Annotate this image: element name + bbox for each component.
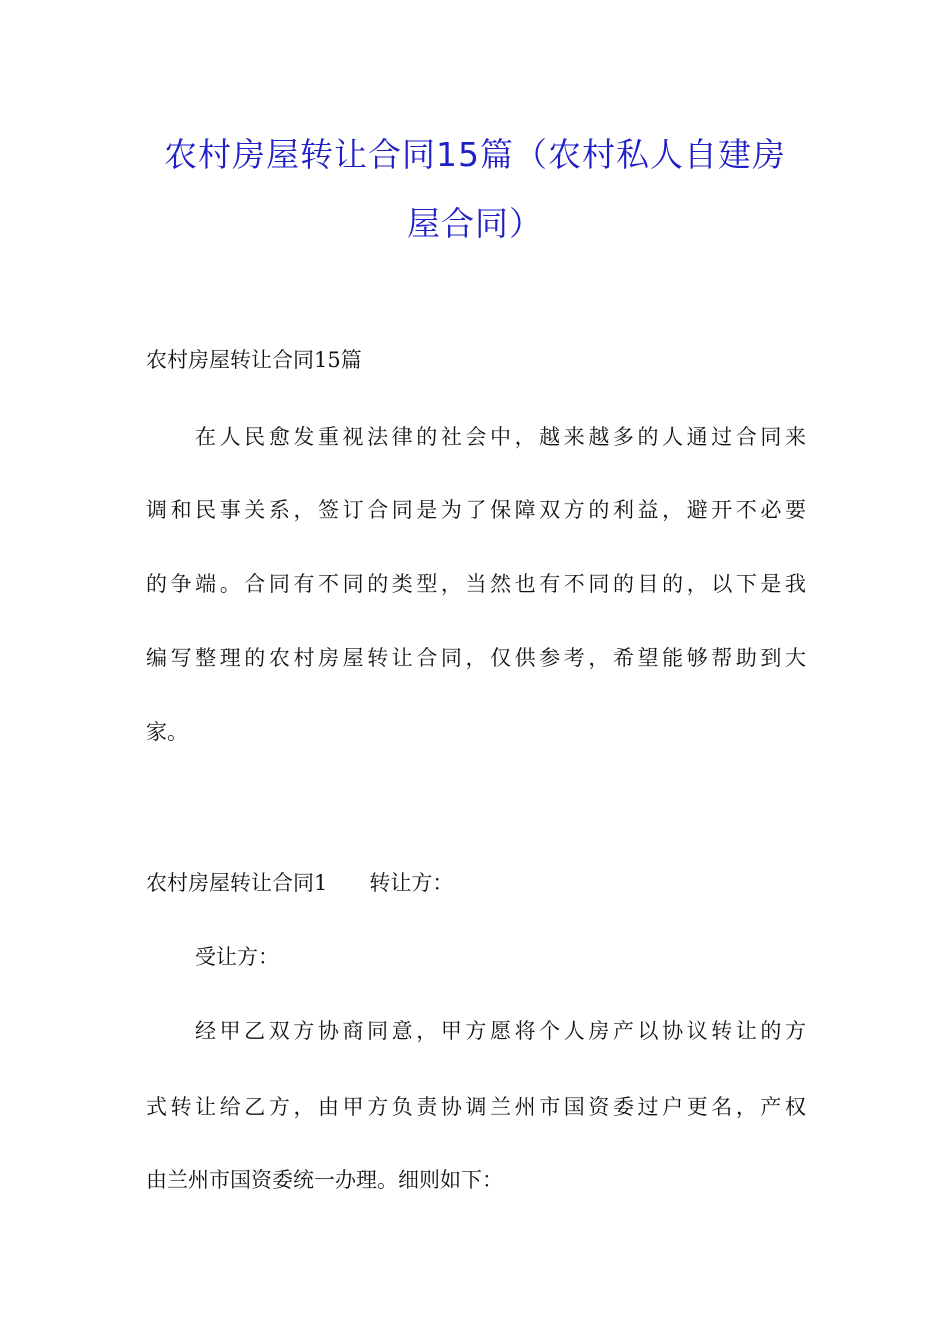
body-line: 由兰州市国资委统一办理。细则如下：: [146, 1168, 503, 1192]
intro-line: 调和民事关系，签订合同是为了保障双方的利益，避开不必要: [146, 498, 806, 522]
document-title-line-2: 屋合同）: [407, 204, 543, 243]
intro-line: 编写整理的农村房屋转让合同，仅供参考，希望能够帮助到大: [146, 646, 806, 670]
intro-line: 家。: [146, 720, 188, 744]
intro-line: 的争端。合同有不同的类型，当然也有不同的目的，以下是我: [146, 572, 806, 596]
transferee-label: 受让方：: [195, 945, 279, 969]
section-heading: 农村房屋转让合同1 转让方：: [146, 871, 454, 895]
document-title-line-1: 农村房屋转让合同15篇（农村私人自建房: [164, 135, 786, 174]
body-line: 式转让给乙方，由甲方负责协调兰州市国资委过户更名，产权: [146, 1095, 806, 1119]
body-line: 经甲乙双方协商同意，甲方愿将个人房产以协议转让的方: [195, 1019, 806, 1043]
intro-line: 在人民愈发重视法律的社会中，越来越多的人通过合同来: [195, 425, 806, 449]
document-subtitle: 农村房屋转让合同15篇: [146, 348, 362, 372]
